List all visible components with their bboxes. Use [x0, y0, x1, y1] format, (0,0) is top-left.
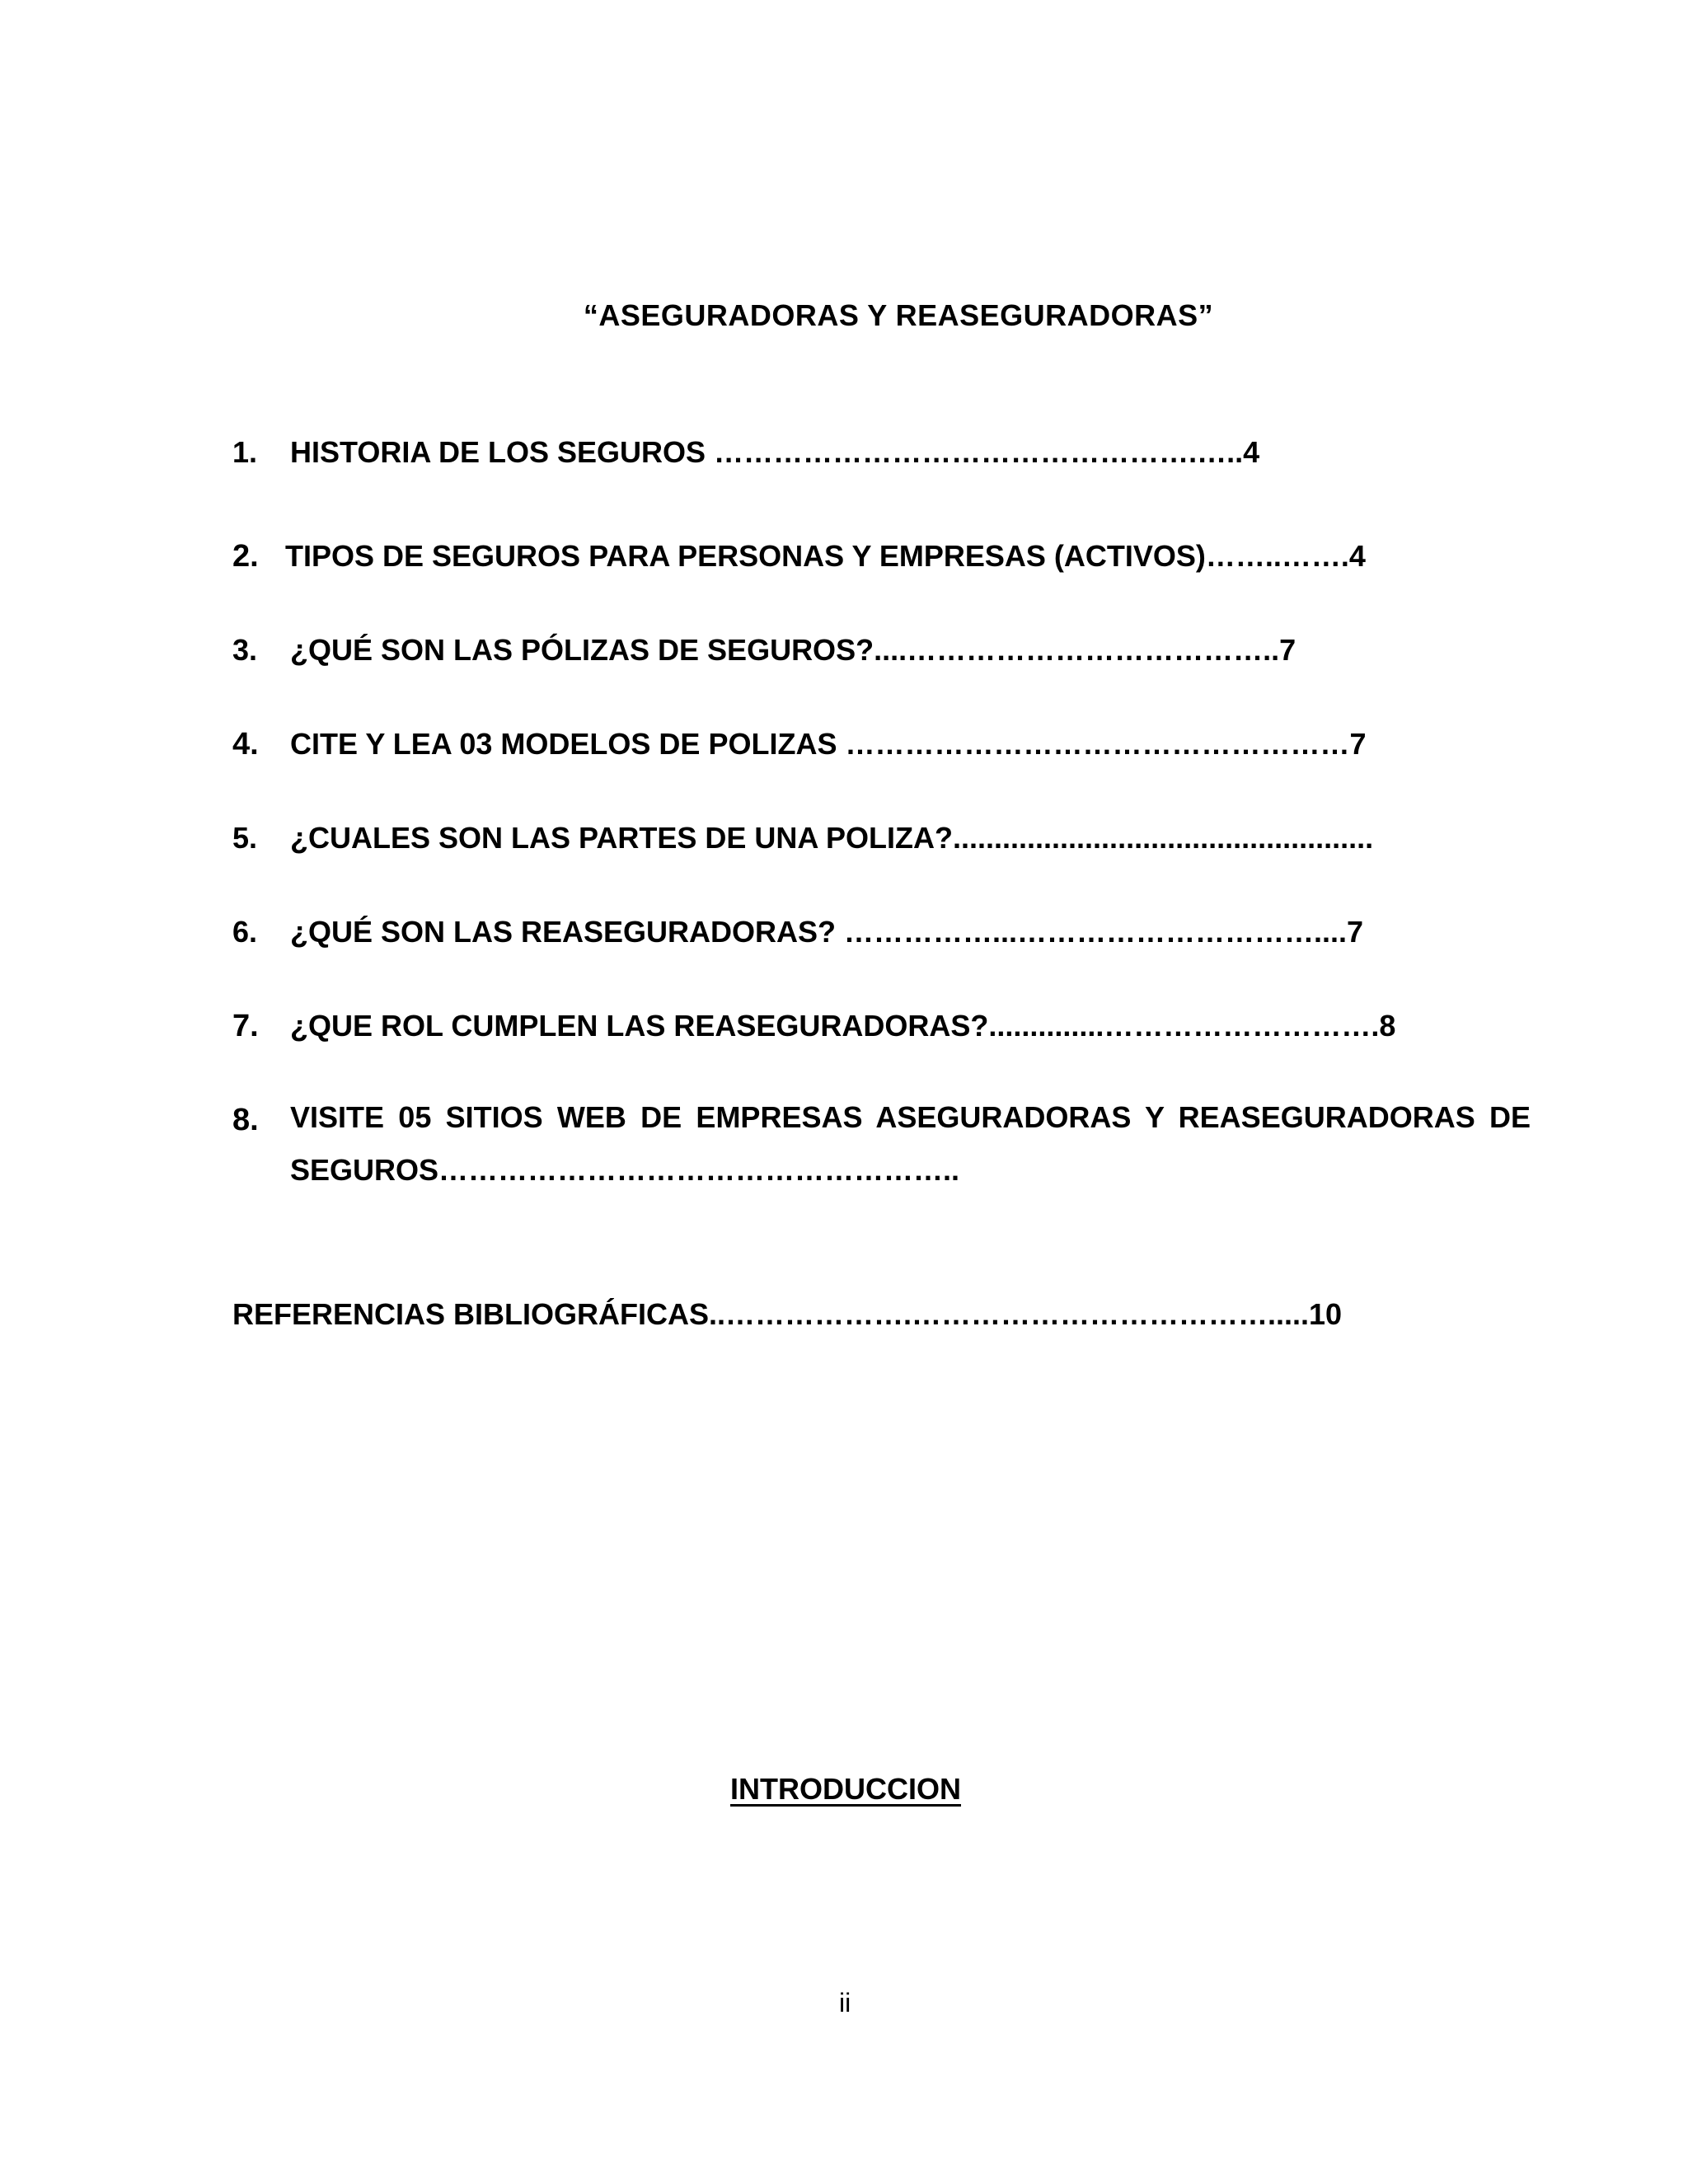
toc-entry-number: 1.	[232, 435, 258, 469]
toc-entry-number: 2.	[232, 539, 259, 574]
toc-entry-number: 7.	[232, 1009, 259, 1043]
toc-entry-text: ¿QUÉ SON LAS PÓLIZAS DE SEGUROS?....………………………………..7	[290, 633, 1296, 667]
document-title: “ASEGURADORAS Y REASEGURADORAS”	[583, 298, 1214, 332]
toc-entry-number: 8.	[232, 1103, 259, 1137]
toc-entry-number: 3.	[232, 633, 258, 667]
page-number: ii	[839, 1988, 851, 2018]
toc-entry-text: VISITE 05 SITIOS WEB DE EMPRESAS ASEGURADORAS Y REASEGURADORAS DE SEGUROS……………………………………………..	[290, 1100, 1531, 1187]
toc-entry-text: TIPOS DE SEGUROS PARA PERSONAS Y EMPRESAS (ACTIVOS)……..…….4	[285, 539, 1366, 573]
references-entry: REFERENCIAS BIBLIOGRÁFICAS..……………….……………………………….....10	[232, 1297, 1343, 1331]
toc-entry-number: 6.	[232, 915, 258, 949]
toc-entry-text: CITE Y LEA 03 MODELOS DE POLIZAS ……………………………………………7	[290, 727, 1367, 761]
toc-entry-text: ¿QUE ROL CUMPLEN LAS REASEGURADORAS?..............……………………….8	[290, 1009, 1396, 1043]
toc-entry-number: 4.	[232, 727, 259, 762]
toc-entry-text: ¿CUALES SON LAS PARTES DE UNA POLIZA?...................................................	[290, 821, 1374, 855]
toc-entry-text: ¿QUÉ SON LAS REASEGURADORAS? ……………...…………………………....7	[290, 915, 1364, 949]
toc-entry-number: 5.	[232, 821, 258, 855]
introduction-heading: INTRODUCCION	[730, 1772, 961, 1806]
toc-entry-text: HISTORIA DE LOS SEGUROS ………………………………………….…..4	[290, 435, 1260, 469]
